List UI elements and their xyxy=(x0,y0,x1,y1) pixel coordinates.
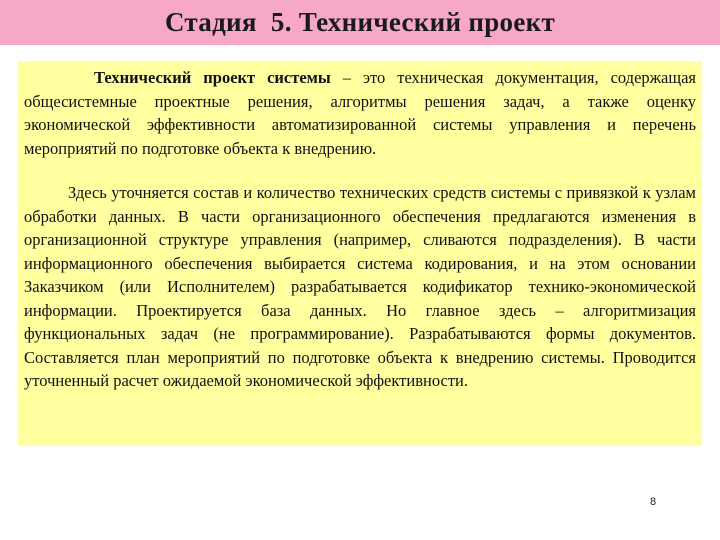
details-paragraph: Здесь уточняется состав и количество технических средств системы с привязкой к узлам обработки данных. В части организационного обеспечения предлагаются изменения в организационной структуре управления (например, сливаются подразделения). В части информационного обеспечения выбирается система кодирования, и на этом основании Заказчиком (или Исполнителем) разрабатывается кодификатор технико-экономической информации. Проектируется база данных. Но главное здесь – алгоритмизация функциональных задач (не программирование). Разрабатываются формы документов. Составляется план мероприятий по подготовке объекта к внедрению системы. Проводится уточненный расчет ожидаемой экономической эффективности. xyxy=(24,183,696,390)
definition-paragraph xyxy=(24,66,696,160)
details-box xyxy=(18,176,702,446)
slide-title: Стадия 5. Технический проект xyxy=(164,7,556,37)
definition-text: – это техническая документация, содержащая общесистемные проектные решения, алгоритмы решения задач, а также оценку экономической эффективности автоматизированной системы управления и перечень мероприятий по подготовке объекта к внедрению. xyxy=(24,68,696,158)
page-number: 8 xyxy=(650,496,657,508)
definition-box xyxy=(18,61,702,187)
definition-term: Технический проект системы xyxy=(94,68,331,87)
title-bar xyxy=(0,0,720,45)
